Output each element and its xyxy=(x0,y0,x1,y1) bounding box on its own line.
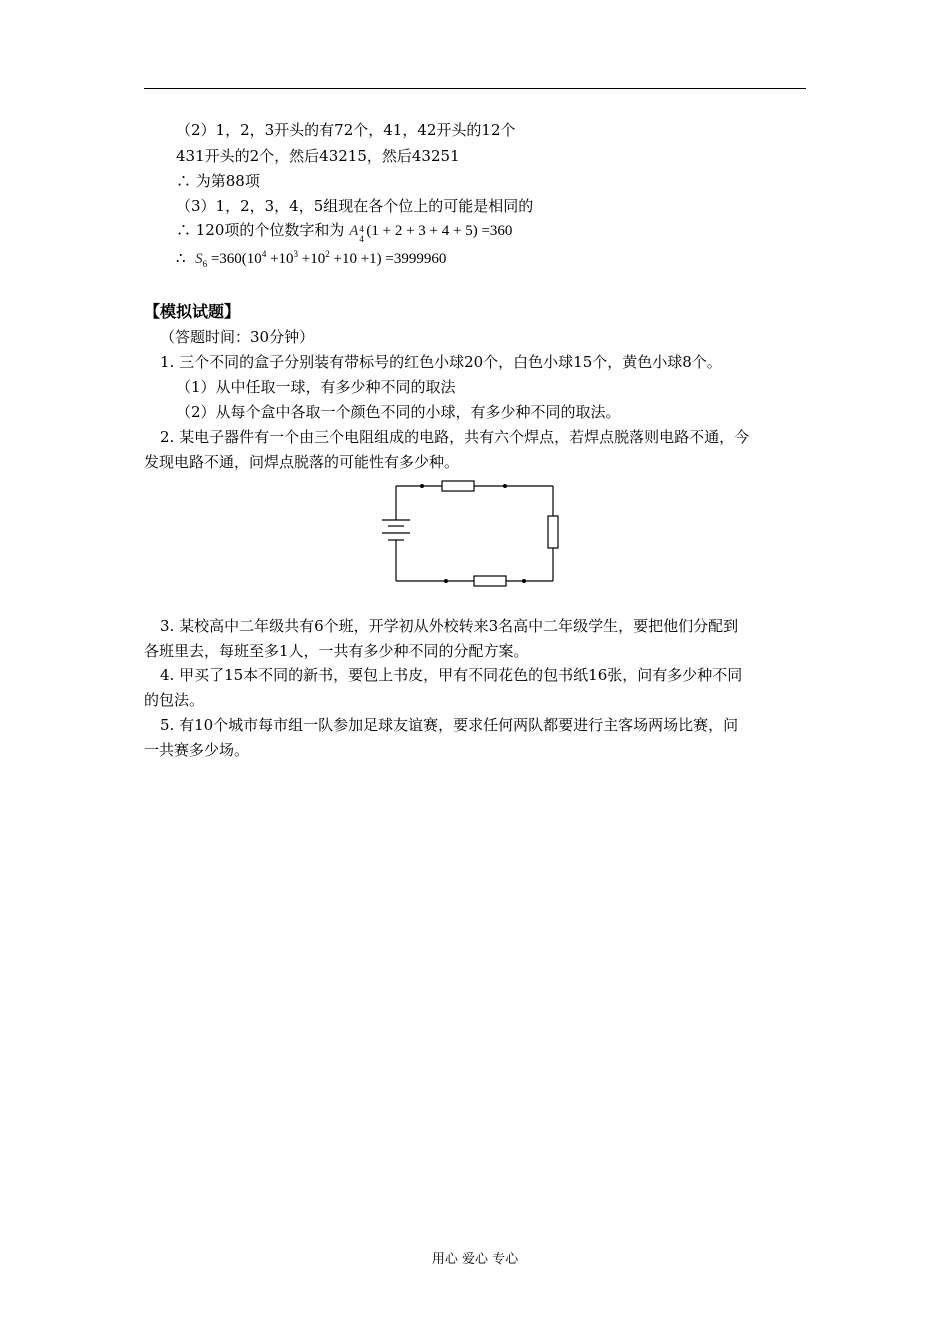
solution-line-3: ∴ 为第88项 xyxy=(176,172,260,190)
resistor-top xyxy=(442,481,474,491)
solder-point-3 xyxy=(444,579,448,583)
question-1: 1. 三个不同的盒子分别装有带标号的红色小球20个，白色小球15个，黄色小球8个。 xyxy=(160,353,722,371)
therefore-symbol: ∴ xyxy=(176,249,186,267)
solution-line-6 xyxy=(176,248,446,269)
permutation-sub: 4 xyxy=(359,234,364,244)
solution-line-4: （3）1，2，3，4，5组现在各个位上的可能是相同的 xyxy=(176,197,534,215)
solution-line-2: 431开头的2个，然后43215，然后43251 xyxy=(176,147,460,165)
section-heading: 【模拟试题】 xyxy=(144,302,241,321)
sum-expr-a: =360(10 xyxy=(207,251,262,267)
sum-exp-3: 2 xyxy=(325,249,330,259)
question-4-line-1: 4. 甲买了15本不同的新书，要包上书皮，甲有不同花色的包书纸16张，问有多少种不同 xyxy=(160,666,743,684)
question-3-line-2: 各班里去，每班至多1人，一共有多少种不同的分配方案。 xyxy=(144,642,529,660)
header-rule xyxy=(144,88,806,89)
solder-point-2 xyxy=(503,484,507,488)
permutation-expression: (1 + 2 + 3 + 4 + 5) =360 xyxy=(366,223,513,239)
solution-line-5-text: ∴ 120项的个位数字和为 xyxy=(176,221,345,239)
sum-exp-2: 3 xyxy=(293,249,299,259)
page-footer: 用心 爱心 专心 xyxy=(431,1252,519,1267)
solution-line-5 xyxy=(176,220,513,244)
question-2-line-1: 2. 某电子器件有一个由三个电阻组成的电路，共有六个焊点，若焊点脱落则电路不通，今 xyxy=(160,428,750,446)
circuit-diagram xyxy=(370,474,570,590)
question-1-part-2: （2）从每个盒中各取一个颜色不同的小球，有多少种不同的取法。 xyxy=(176,403,621,421)
solder-point-1 xyxy=(420,484,424,488)
question-2-line-2: 发现电路不通，问焊点脱落的可能性有多少种。 xyxy=(144,453,460,471)
question-4-line-2: 的包法。 xyxy=(144,691,205,709)
sum-expr-b: +10 xyxy=(266,251,294,267)
permutation-symbol: A xyxy=(349,223,359,239)
sum-expr-c: +10 xyxy=(298,251,326,267)
question-3-line-1: 3. 某校高中二年级共有6个班，开学初从外校转来3名高中二年级学生，要把他们分配到 xyxy=(160,617,739,635)
sum-subscript: 6 xyxy=(202,259,208,269)
sum-symbol: S xyxy=(195,251,203,267)
question-1-part-1: （1）从中任取一球，有多少种不同的取法 xyxy=(176,378,456,396)
resistor-bottom xyxy=(474,576,506,586)
question-5-line-2: 一共赛多少场。 xyxy=(144,741,250,759)
solution-line-1: （2）1，2，3开头的有72个，41，42开头的12个 xyxy=(176,121,516,139)
solder-point-4 xyxy=(522,579,526,583)
answer-time: （答题时间：30分钟） xyxy=(160,328,315,346)
sum-expr-d: +10 +1) =3999960 xyxy=(329,251,447,267)
permutation-sup: 4 xyxy=(359,224,364,234)
permutation-indices xyxy=(358,223,366,244)
question-5-line-1: 5. 有10个城市每市组一队参加足球友谊赛，要求任何两队都要进行主客场两场比赛，问 xyxy=(160,716,739,734)
sum-exp-1: 4 xyxy=(261,249,267,259)
resistor-right xyxy=(548,516,558,548)
